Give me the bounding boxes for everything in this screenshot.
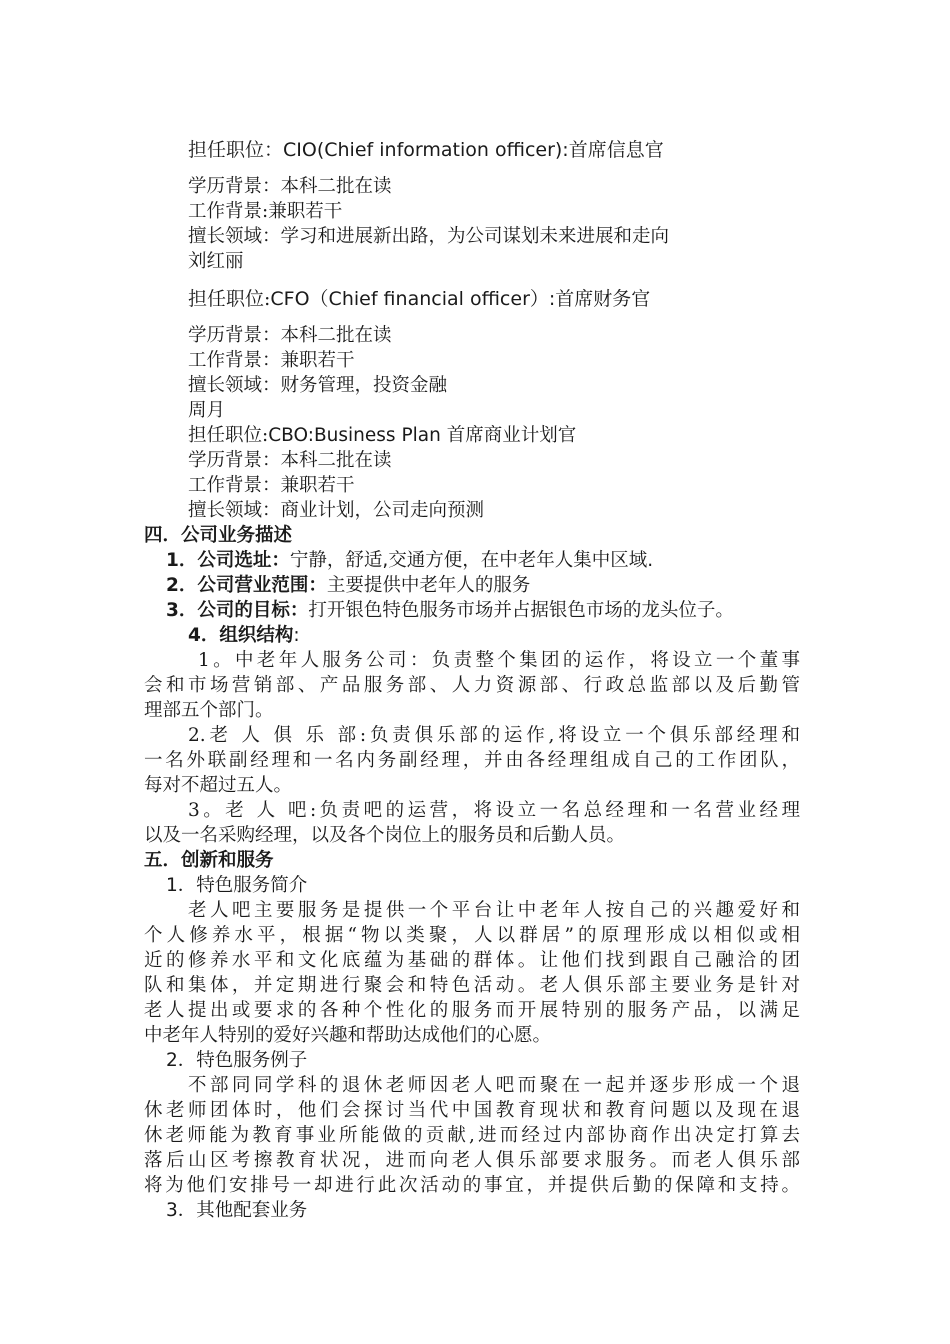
section4-org-label: 4．组织结构: (188, 625, 300, 646)
sub1-line1: 老人吧主要服务是提供一个平台让中老年人按自己的兴趣爱好和 (188, 900, 800, 921)
sub1-line5: 老人提出或要求的各种个性化的服务而开展特别的服务产品，以满足 (144, 1000, 800, 1021)
org-p3-line2: 以及一名采购经理，以及各个岗位上的服务员和后勤人员。 (144, 825, 626, 846)
org-p3-line1: 3。老 人 吧:负责吧的运营，将设立一名总经理和一名营业经理 (188, 800, 800, 821)
section4-heading: 四．公司业务描述 (144, 525, 293, 546)
section5-sub1: 1．特色服务简介 (166, 875, 308, 896)
cbo-skill: 擅长领域：商业计划，公司走向预测 (188, 500, 485, 521)
section5-sub3: 3．其他配套业务 (166, 1200, 308, 1221)
section5-heading: 五．创新和服务 (144, 850, 274, 871)
section4-item-scope: 2．公司营业范围：主要提供中老年人的服务 (166, 575, 531, 596)
cfo-position: 担任职位:CFO（Chief financial officer）:首席财务官 (188, 288, 651, 310)
cio-work: 工作背景:兼职若干 (188, 201, 343, 222)
org-p1-line2: 会和市场营销部、产品服务部、人力资源部、行政总监部以及后勤管 (144, 675, 800, 696)
section4-item-location: 1．公司选址：宁静，舒适,交通方便，在中老年人集中区域. (166, 550, 654, 571)
section4-item-goal: 3．公司的目标：打开银色特色服务市场并占据银色市场的龙头位子。 (166, 600, 734, 621)
cbo-education: 学历背景：本科二批在读 (188, 450, 392, 471)
sub2-line2: 休老师团体时，他们会探讨当代中国教育现状和教育问题以及现在退 (144, 1100, 800, 1121)
sub1-line4: 队和集体，并定期进行聚会和特色活动。老人俱乐部主要业务是针对 (144, 975, 800, 996)
org-p1-line3: 理部五个部门。 (144, 700, 274, 721)
cbo-work: 工作背景：兼职若干 (188, 475, 355, 496)
sub2-line3: 休老师能为教育事业所能做的贡献,进而经过内部协商作出决定打算去 (144, 1125, 800, 1146)
sub1-line2: 个人修养水平，根据“物以类聚，人以群居”的原理形成以相似或相 (144, 925, 800, 946)
cfo-name: 刘红丽 (188, 251, 244, 272)
org-p2-line3: 每对不超过五人。 (144, 775, 293, 796)
cio-education: 学历背景：本科二批在读 (188, 176, 392, 197)
cio-skill: 擅长领域：学习和进展新出路，为公司谋划未来进展和走向 (188, 226, 670, 247)
org-p2-line2: 一名外联副经理和一名内务副经理，并由各经理组成自己的工作团队， (144, 750, 800, 771)
org-p2-line1: 2.老 人 俱 乐 部:负责俱乐部的运作,将设立一个俱乐部经理和 (188, 725, 800, 746)
cfo-skill: 擅长领域：财务管理，投资金融 (188, 375, 448, 396)
section5-sub2: 2．特色服务例子 (166, 1050, 308, 1071)
sub2-line4: 落后山区考擦教育状况，进而向老人俱乐部要求服务。而老人俱乐部 (144, 1150, 800, 1171)
sub2-line5: 将为他们安排号一却进行此次活动的事宜，并提供后勤的保障和支持。 (144, 1175, 800, 1196)
cbo-name: 周月 (188, 400, 226, 421)
cfo-education: 学历背景：本科二批在读 (188, 325, 392, 346)
cbo-position: 担任职位:CBO:Business Plan 首席商业计划官 (188, 425, 577, 446)
sub1-line3: 近的修养水平和文化底蕴为基础的群体。让他们找到跟自己融洽的团 (144, 950, 800, 971)
org-p1-line1: 1。中老年人服务公司：负责整个集团的运作，将设立一个董事 (198, 650, 800, 671)
sub1-line6: 中老年人特别的爱好兴趣和帮助达成他们的心愿。 (144, 1025, 552, 1046)
cio-position: 担任职位：CIO(Chief information officer):首席信息官 (188, 139, 664, 161)
cfo-work: 工作背景：兼职若干 (188, 350, 355, 371)
sub2-line1: 不部同同学科的退休老师因老人吧而聚在一起并逐步形成一个退 (188, 1075, 800, 1096)
